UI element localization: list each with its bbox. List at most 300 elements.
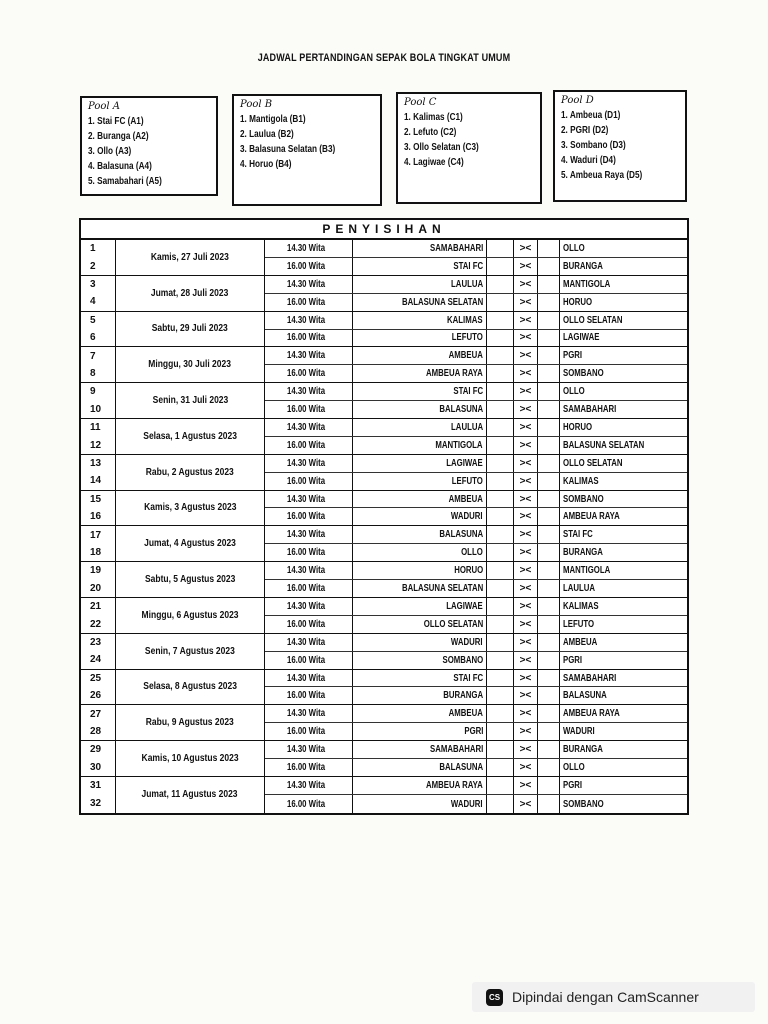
blank-cell (538, 580, 560, 597)
versus-icon: >< (514, 759, 538, 776)
match-row (265, 330, 687, 347)
match-time-cell (265, 741, 353, 758)
blank-cell (487, 401, 514, 418)
match-date-cell (116, 598, 265, 633)
blank-cell (487, 777, 514, 794)
versus-icon: >< (514, 473, 538, 490)
match-day-row (81, 777, 687, 813)
match-rows (265, 741, 687, 776)
match-rows (265, 383, 687, 418)
away-team: BALASUNA (563, 690, 607, 702)
match-time: 16.00 Wita (287, 762, 326, 774)
blank-cell (487, 562, 514, 579)
away-team-cell (560, 670, 687, 687)
blank-cell (487, 634, 514, 651)
pool-team: 3. Sombano (D3) (561, 140, 626, 151)
pool-name: Pool C (404, 97, 437, 108)
match-date-cell (116, 670, 265, 705)
match-date: Minggu, 6 Agustus 2023 (141, 609, 239, 621)
match-day-row (81, 741, 687, 777)
match-number: 23 (90, 636, 102, 648)
blank-cell (487, 383, 514, 400)
home-team-cell (353, 258, 487, 275)
home-team-cell (353, 777, 487, 794)
pool-team: 2. PGRI (D2) (561, 125, 609, 136)
blank-cell (538, 401, 560, 418)
pool-name: Pool D (561, 95, 594, 106)
match-time-cell (265, 634, 353, 651)
home-team-cell (353, 652, 487, 669)
away-team: LEFUTO (563, 618, 595, 630)
pool-team: 5. Ambeua Raya (D5) (561, 170, 643, 181)
match-time-cell (265, 777, 353, 794)
home-team: HORUO (453, 565, 483, 577)
match-day-row (81, 491, 687, 527)
match-number-cell (81, 598, 116, 633)
versus-icon: >< (514, 652, 538, 669)
match-row (265, 741, 687, 759)
home-team-cell (353, 294, 487, 311)
match-time-cell (265, 723, 353, 740)
away-team-cell (560, 240, 687, 257)
match-time-cell (265, 491, 353, 508)
match-date-cell (116, 240, 265, 275)
match-date: Jumat, 11 Agustus 2023 (141, 789, 239, 801)
blank-cell (538, 240, 560, 257)
blank-cell (538, 687, 560, 704)
away-team: STAI FC (563, 529, 593, 541)
match-time-cell (265, 276, 353, 293)
match-number: 12 (90, 439, 102, 451)
away-team-cell (560, 473, 687, 490)
away-team: OLLO (563, 762, 585, 774)
match-number: 7 (90, 350, 96, 362)
blank-cell (487, 652, 514, 669)
blank-cell (487, 330, 514, 347)
blank-cell (487, 526, 514, 543)
away-team: LAULUA (563, 583, 596, 595)
match-time: 16.00 Wita (287, 404, 326, 416)
blank-cell (538, 258, 560, 275)
away-team-cell (560, 419, 687, 436)
match-row (265, 240, 687, 258)
home-team: AMBEUA (448, 350, 483, 362)
match-row (265, 401, 687, 418)
match-day-row (81, 705, 687, 741)
away-team: OLLO (563, 242, 585, 254)
pool-team: 4. Horuo (B4) (240, 159, 292, 170)
pool-team: 4. Waduri (D4) (561, 155, 616, 166)
schedule-body (81, 240, 687, 813)
match-rows (265, 347, 687, 382)
match-rows (265, 670, 687, 705)
away-team: PGRI (563, 780, 583, 792)
versus-icon: >< (514, 687, 538, 704)
match-time: 14.30 Wita (287, 386, 326, 398)
match-rows (265, 491, 687, 526)
match-date: Minggu, 30 Juli 2023 (148, 359, 232, 371)
match-time: 16.00 Wita (287, 260, 326, 272)
match-time: 14.30 Wita (287, 278, 326, 290)
versus-icon: >< (514, 276, 538, 293)
match-number: 5 (90, 314, 96, 326)
home-team-cell (353, 562, 487, 579)
away-team: KALIMAS (563, 475, 599, 487)
blank-cell (538, 795, 560, 812)
match-time: 16.00 Wita (287, 726, 326, 738)
match-time: 14.30 Wita (287, 708, 326, 720)
blank-cell (538, 276, 560, 293)
match-day-row (81, 670, 687, 706)
match-time-cell (265, 473, 353, 490)
match-date: Jumat, 4 Agustus 2023 (144, 538, 236, 550)
home-team-cell (353, 526, 487, 543)
blank-cell (487, 258, 514, 275)
blank-cell (538, 526, 560, 543)
versus-icon: >< (514, 383, 538, 400)
blank-cell (538, 634, 560, 651)
blank-cell (538, 294, 560, 311)
match-date: Kamis, 3 Agustus 2023 (143, 502, 237, 514)
schedule-table (79, 218, 689, 815)
versus-icon: >< (514, 365, 538, 382)
away-team: WADURI (563, 726, 595, 738)
versus-icon: >< (514, 437, 538, 454)
away-team: SOMBANO (563, 493, 604, 505)
blank-cell (538, 652, 560, 669)
match-date: Sabtu, 5 Agustus 2023 (144, 574, 236, 586)
versus-icon: >< (514, 562, 538, 579)
blank-cell (538, 741, 560, 758)
blank-cell (538, 330, 560, 347)
match-rows (265, 705, 687, 740)
match-time: 14.30 Wita (287, 636, 326, 648)
blank-cell (538, 473, 560, 490)
match-row (265, 687, 687, 704)
home-team: AMBEUA RAYA (426, 368, 483, 380)
blank-cell (538, 705, 560, 722)
home-team: LAGIWAE (446, 600, 483, 612)
match-row (265, 276, 687, 294)
match-time-cell (265, 437, 353, 454)
match-row (265, 705, 687, 723)
versus-icon: >< (514, 258, 538, 275)
match-rows (265, 598, 687, 633)
blank-cell (538, 562, 560, 579)
away-team-cell (560, 562, 687, 579)
match-row (265, 294, 687, 311)
versus-icon: >< (514, 670, 538, 687)
blank-cell (487, 455, 514, 472)
away-team-cell (560, 312, 687, 329)
home-team: WADURI (451, 511, 483, 523)
away-team-cell (560, 401, 687, 418)
home-team: BALASUNA (439, 762, 483, 774)
away-team-cell (560, 294, 687, 311)
match-row (265, 598, 687, 616)
match-time-cell (265, 759, 353, 776)
home-team: OLLO SELATAN (423, 618, 483, 630)
away-team-cell (560, 652, 687, 669)
blank-cell (538, 598, 560, 615)
blank-cell (487, 491, 514, 508)
blank-cell (487, 473, 514, 490)
match-date-cell (116, 347, 265, 382)
match-date: Senin, 31 Juli 2023 (152, 395, 228, 407)
away-team-cell (560, 741, 687, 758)
away-team: PGRI (563, 654, 583, 666)
home-team-cell (353, 705, 487, 722)
home-team: LEFUTO (451, 332, 483, 344)
match-date-cell (116, 276, 265, 311)
match-time: 16.00 Wita (287, 475, 326, 487)
camscanner-icon: CS (486, 989, 503, 1006)
match-time-cell (265, 616, 353, 633)
pool-name: Pool B (240, 99, 273, 110)
match-number: 25 (90, 672, 102, 684)
away-team-cell (560, 705, 687, 722)
match-number-cell (81, 670, 116, 705)
home-team: SOMBANO (442, 654, 483, 666)
match-number: 11 (90, 422, 101, 434)
match-number: 21 (90, 601, 102, 613)
away-team: AMBEUA RAYA (563, 511, 620, 523)
pool-team: 3. Ollo Selatan (C3) (404, 142, 479, 153)
match-rows (265, 276, 687, 311)
away-team-cell (560, 777, 687, 794)
away-team: OLLO (563, 386, 585, 398)
versus-icon: >< (514, 455, 538, 472)
home-team: KALIMAS (447, 314, 483, 326)
home-team-cell (353, 401, 487, 418)
blank-cell (487, 795, 514, 812)
blank-cell (487, 741, 514, 758)
match-time: 14.30 Wita (287, 529, 326, 541)
pool-c-box (396, 92, 542, 204)
match-number: 19 (90, 565, 102, 577)
match-number-cell (81, 419, 116, 454)
match-time: 16.00 Wita (287, 618, 326, 630)
match-time: 14.30 Wita (287, 600, 326, 612)
match-day-row (81, 276, 687, 312)
blank-cell (487, 598, 514, 615)
match-time-cell (265, 544, 353, 561)
match-day-row (81, 634, 687, 670)
match-row (265, 455, 687, 473)
home-team-cell (353, 580, 487, 597)
away-team: HORUO (563, 421, 593, 433)
match-number: 9 (90, 386, 96, 398)
match-row (265, 670, 687, 688)
match-time: 14.30 Wita (287, 672, 326, 684)
blank-cell (487, 759, 514, 776)
match-time: 14.30 Wita (287, 565, 326, 577)
blank-cell (487, 347, 514, 364)
match-row (265, 437, 687, 454)
match-time: 14.30 Wita (287, 493, 326, 505)
match-row (265, 580, 687, 597)
pool-team: 3. Ollo (A3) (88, 146, 132, 157)
home-team: PGRI (463, 726, 483, 738)
versus-icon: >< (514, 401, 538, 418)
away-team: BURANGA (563, 744, 603, 756)
blank-cell (538, 670, 560, 687)
away-team: BURANGA (563, 547, 603, 559)
pool-team: 2. Laulua (B2) (240, 129, 294, 140)
match-time-cell (265, 330, 353, 347)
match-time-cell (265, 652, 353, 669)
match-date-cell (116, 634, 265, 669)
match-date: Rabu, 2 Agustus 2023 (145, 466, 235, 478)
match-rows (265, 240, 687, 275)
home-team-cell (353, 598, 487, 615)
match-time: 16.00 Wita (287, 583, 326, 595)
match-date-cell (116, 741, 265, 776)
match-time-cell (265, 401, 353, 418)
pool-a-box (80, 96, 218, 196)
match-rows (265, 312, 687, 347)
match-date-cell (116, 419, 265, 454)
match-number: 14 (90, 475, 102, 487)
blank-cell (487, 544, 514, 561)
match-day-row (81, 598, 687, 634)
match-row (265, 795, 687, 812)
home-team: BALASUNA (439, 404, 483, 416)
match-number-cell (81, 777, 116, 813)
match-row (265, 544, 687, 561)
versus-icon: >< (514, 544, 538, 561)
away-team-cell (560, 347, 687, 364)
match-number-cell (81, 347, 116, 382)
match-time-cell (265, 419, 353, 436)
match-number: 16 (90, 511, 102, 523)
match-time-cell (265, 687, 353, 704)
home-team-cell (353, 312, 487, 329)
versus-icon: >< (514, 347, 538, 364)
match-time-cell (265, 347, 353, 364)
pool-name: Pool A (88, 101, 120, 112)
match-row (265, 526, 687, 544)
match-time: 16.00 Wita (287, 547, 326, 559)
blank-cell (538, 437, 560, 454)
blank-cell (487, 616, 514, 633)
match-row (265, 419, 687, 437)
blank-cell (538, 723, 560, 740)
blank-cell (487, 723, 514, 740)
blank-cell (487, 240, 514, 257)
blank-cell (538, 491, 560, 508)
home-team-cell (353, 544, 487, 561)
home-team: AMBEUA (448, 493, 483, 505)
match-time: 16.00 Wita (287, 798, 326, 810)
match-number: 28 (90, 725, 102, 737)
versus-icon: >< (514, 526, 538, 543)
blank-cell (487, 508, 514, 525)
match-row (265, 777, 687, 795)
match-time-cell (265, 508, 353, 525)
pool-b-box (232, 94, 382, 206)
away-team-cell (560, 795, 687, 812)
blank-cell (487, 437, 514, 454)
match-day-row (81, 383, 687, 419)
home-team-cell (353, 347, 487, 364)
match-date: Selasa, 8 Agustus 2023 (143, 681, 237, 693)
away-team: HORUO (563, 296, 593, 308)
home-team: LEFUTO (451, 475, 483, 487)
pool-team: 4. Lagiwae (C4) (404, 157, 464, 168)
blank-cell (538, 544, 560, 561)
blank-cell (538, 616, 560, 633)
schedule-heading: PENYISIHAN (81, 220, 687, 240)
match-time-cell (265, 670, 353, 687)
away-team-cell (560, 330, 687, 347)
match-time: 16.00 Wita (287, 654, 326, 666)
home-team: BALASUNA SELATAN (401, 296, 483, 308)
match-number: 26 (90, 690, 102, 702)
pool-team: 3. Balasuna Selatan (B3) (240, 144, 336, 155)
versus-icon: >< (514, 598, 538, 615)
away-team-cell (560, 723, 687, 740)
away-team: MANTIGOLA (563, 278, 611, 290)
blank-cell (487, 580, 514, 597)
home-team: AMBEUA (448, 708, 483, 720)
match-row (265, 258, 687, 275)
match-number-cell (81, 562, 116, 597)
match-day-row (81, 347, 687, 383)
match-row (265, 759, 687, 776)
home-team: LAGIWAE (446, 457, 483, 469)
match-time: 14.30 Wita (287, 780, 326, 792)
match-number: 10 (90, 403, 102, 415)
blank-cell (538, 508, 560, 525)
match-time-cell (265, 240, 353, 257)
away-team: KALIMAS (563, 600, 599, 612)
blank-cell (487, 294, 514, 311)
versus-icon: >< (514, 795, 538, 812)
versus-icon: >< (514, 616, 538, 633)
match-day-row (81, 312, 687, 348)
match-date: Sabtu, 29 Juli 2023 (151, 323, 229, 335)
match-date: Selasa, 1 Agustus 2023 (143, 430, 237, 442)
home-team: STAI FC (453, 672, 483, 684)
match-day-row (81, 455, 687, 491)
blank-cell (487, 312, 514, 329)
match-number-cell (81, 705, 116, 740)
match-number: 18 (90, 546, 102, 558)
match-number: 31 (90, 780, 102, 792)
blank-cell (487, 365, 514, 382)
home-team-cell (353, 491, 487, 508)
match-date: Jumat, 28 Juli 2023 (151, 287, 229, 299)
away-team-cell (560, 759, 687, 776)
match-day-row (81, 526, 687, 562)
home-team-cell (353, 455, 487, 472)
away-team: PGRI (563, 350, 583, 362)
match-time-cell (265, 580, 353, 597)
match-time: 16.00 Wita (287, 296, 326, 308)
match-date-cell (116, 491, 265, 526)
match-row (265, 652, 687, 669)
away-team: SOMBANO (563, 798, 604, 810)
home-team-cell (353, 508, 487, 525)
versus-icon: >< (514, 723, 538, 740)
match-time: 16.00 Wita (287, 511, 326, 523)
match-day-row (81, 419, 687, 455)
match-number: 1 (90, 243, 96, 255)
match-row (265, 312, 687, 330)
blank-cell (487, 687, 514, 704)
match-number-cell (81, 491, 116, 526)
